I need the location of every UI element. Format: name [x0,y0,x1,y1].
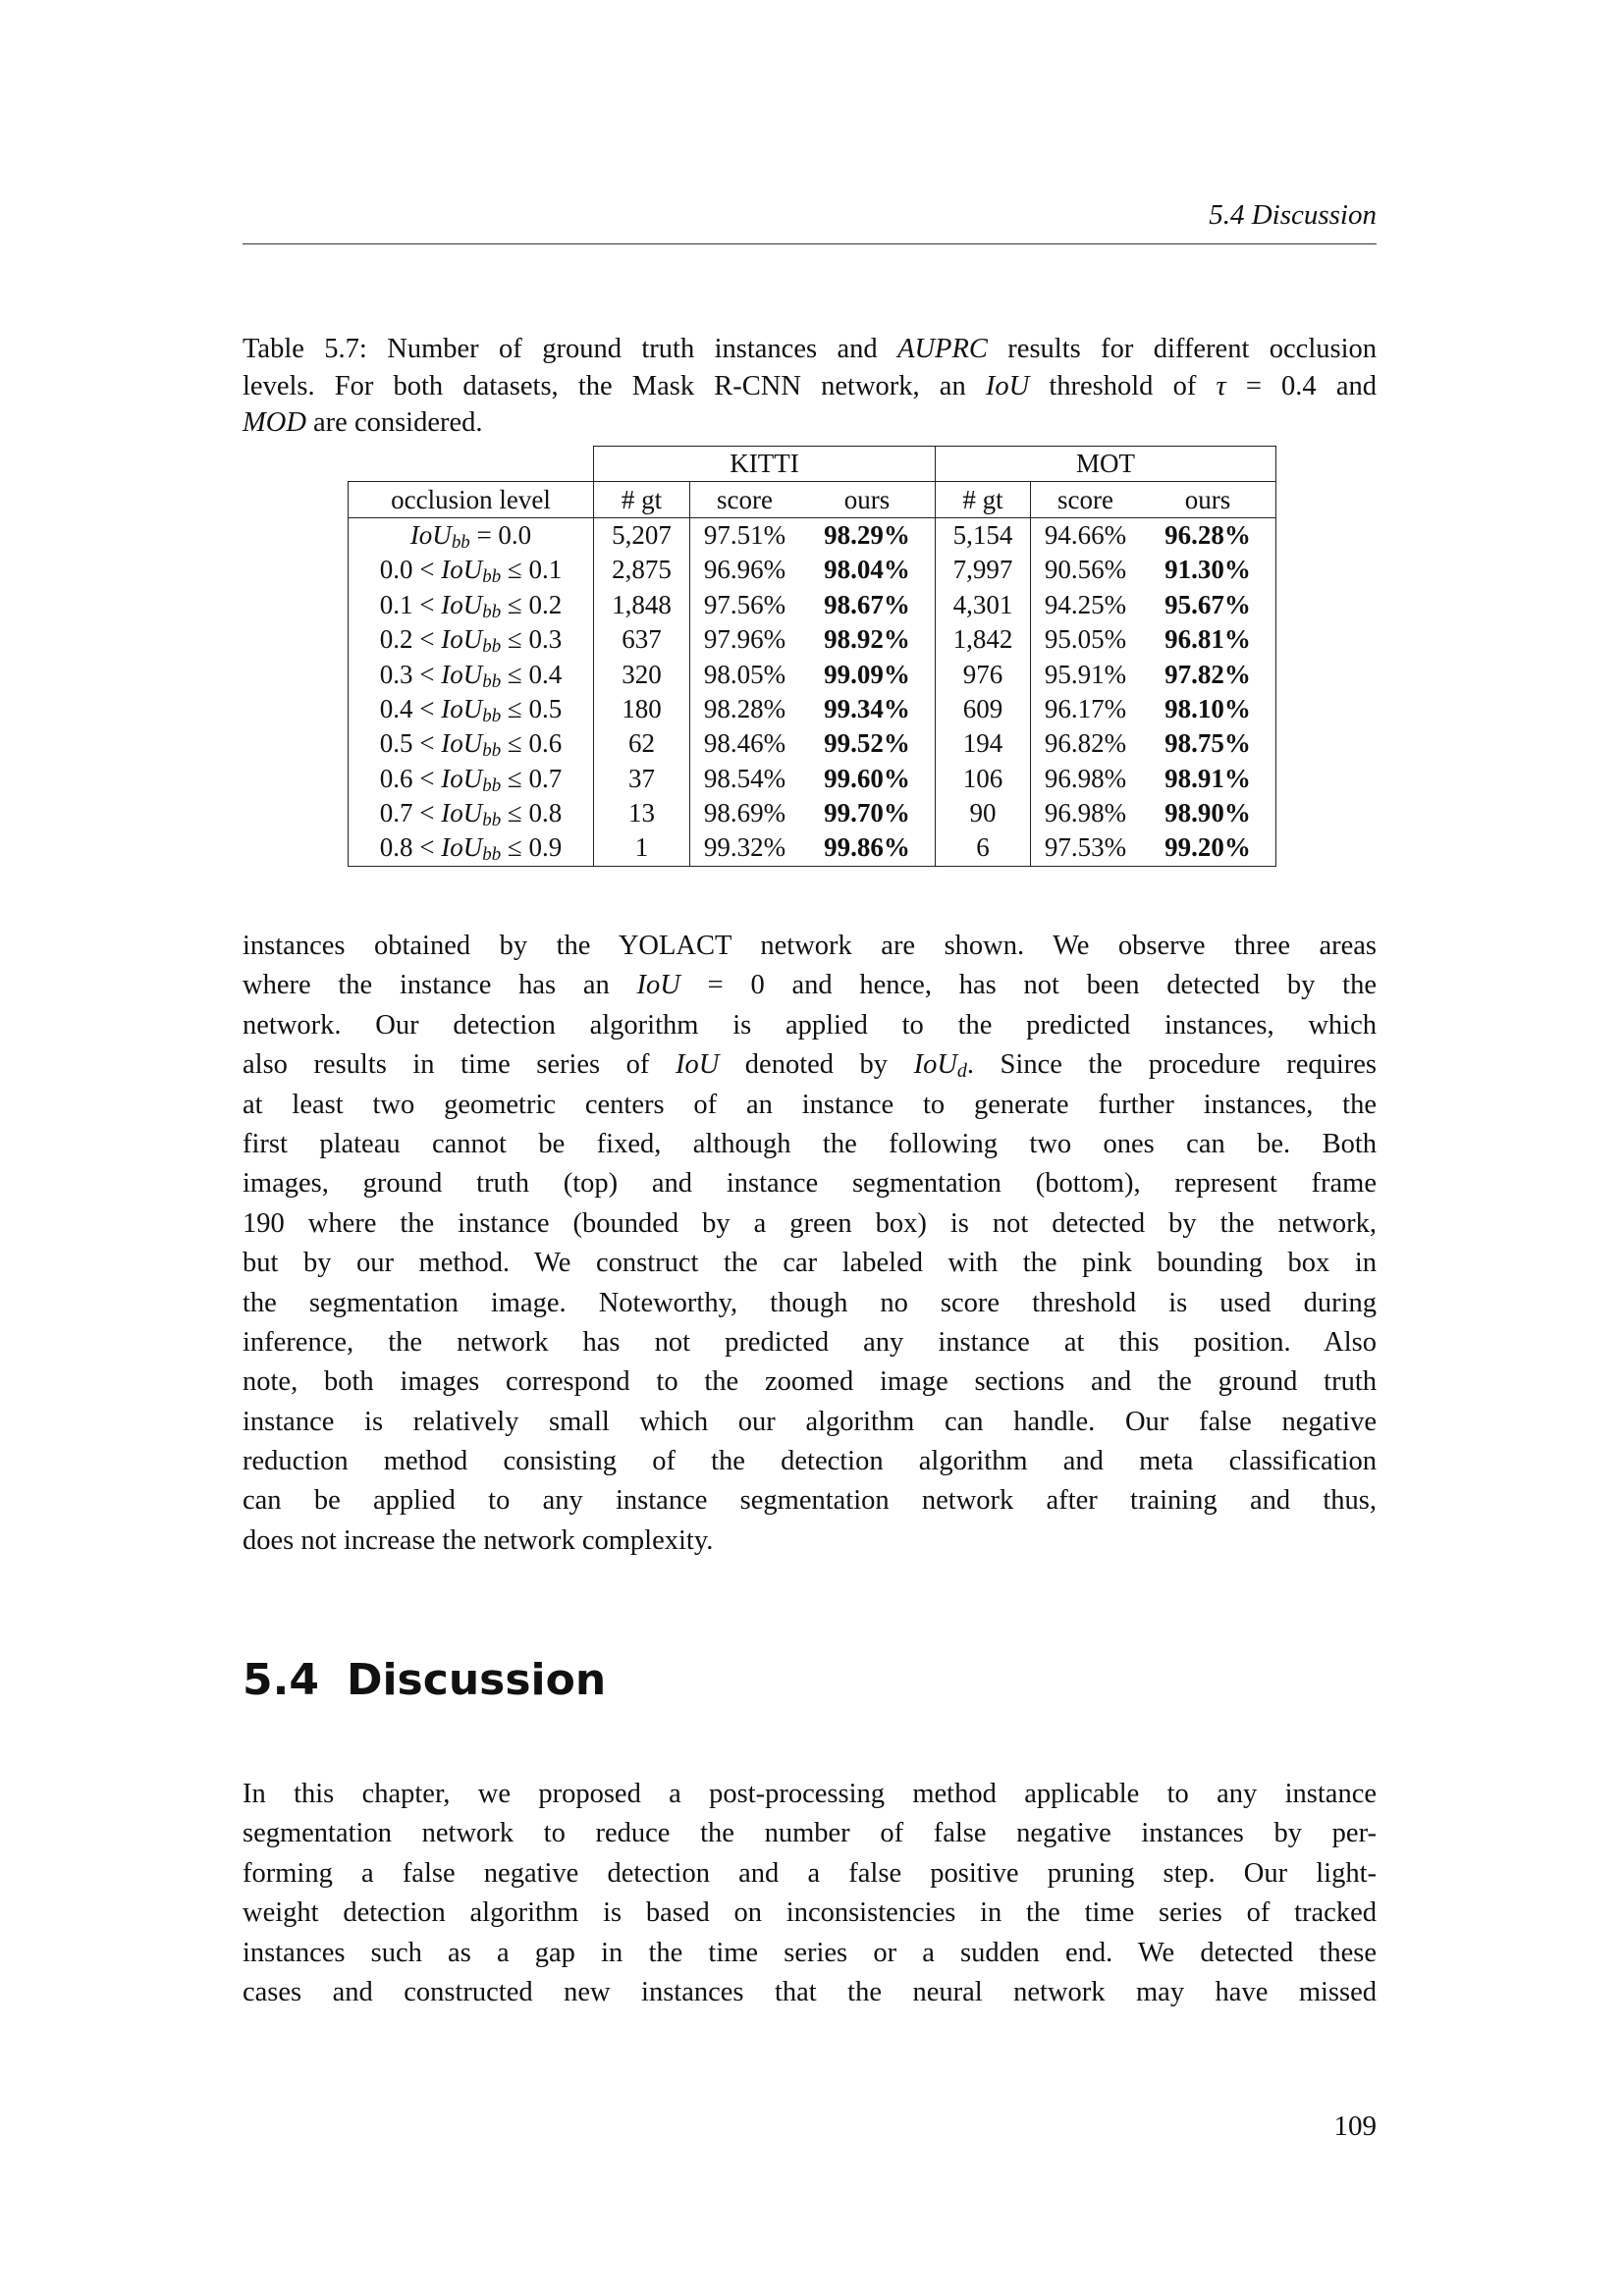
mot-ours-cell: 96.28% [1140,517,1276,553]
text-line [243,1125,1377,1164]
text-line [243,1934,1377,1973]
kitti-score-cell: 98.05% [703,659,786,689]
text-segment: cases and constructed new instances that the neural network may have missed [243,1976,1377,2007]
occlusion-level-cell [349,726,594,761]
text-segment: threshold of [1029,370,1217,401]
mot-score-cell: 94.66% [1044,519,1127,550]
text-segment: inference, the network has not predicted any instance at this position. Also [243,1326,1377,1358]
kitti-ours-cell: 99.70% [799,796,936,830]
mot-gt-cell: 194 [936,726,1031,761]
kitti-ours-cell: 98.67% [799,588,936,622]
body-paragraph-1 [243,927,1377,1561]
text-segment: denoted by [719,1049,914,1081]
text-line [243,368,1377,405]
table-row [349,762,1276,796]
mot-score-cell: 94.25% [1044,589,1127,619]
mot-gt-cell: 7,997 [936,553,1031,587]
level-variable: IoU [441,555,483,585]
level-variable: IoU [441,624,483,655]
text-segment: are considered. [305,407,483,438]
mot-gt-cell: 1,842 [936,622,1031,657]
text-line [243,1086,1377,1125]
level-subscript: bb [482,566,502,588]
level-variable: IoU [441,693,483,723]
level-upper: ≤ 0.3 [501,624,563,655]
page-number: 109 [1333,2110,1377,2142]
occlusion-level-cell [349,796,594,830]
text-segment: instances such as a gap in the time series or a sudden end. We detected these [243,1937,1377,1968]
mot-ours-cell: 98.10% [1140,692,1276,726]
column-header: # gt [936,482,1031,517]
table-caption [243,331,1377,442]
mot-gt-cell: 106 [936,762,1031,796]
text-segment: weight detection algorithm is based on inconsistencies in the time series of tracked [243,1897,1377,1929]
kitti-ours-cell: 99.86% [799,830,936,866]
level-subscript: bb [482,740,502,762]
mot-score-cell: 97.53% [1031,830,1141,866]
level-subscript: bb [482,670,502,692]
table-row [349,517,1276,553]
table-row [349,588,1276,622]
math-symbol: MOD [243,407,306,438]
kitti-score-cell: 98.69% [703,798,786,828]
table-row [349,726,1276,761]
level-lower: 0.0 < [379,555,442,585]
level-upper: ≤ 0.8 [501,798,563,828]
column-header: ours [799,482,936,517]
occlusion-level-cell [349,588,594,622]
group-header-kitti: KITTI [594,447,936,482]
level-upper: = 0.0 [469,519,532,550]
column-header: occlusion level [349,482,594,517]
level-subscript: bb [482,844,502,866]
column-header: ours [1140,482,1276,517]
level-subscript: bb [451,531,470,553]
math-symbol: IoU [913,1049,957,1081]
level-variable: IoU [441,832,483,863]
math-symbol: IoU [636,970,680,1001]
text-segment: instances obtained by the YOLACT network are shown. We observe three areas [243,931,1377,961]
text-segment: In this chapter, we proposed a post-processing method applicable to any instance [243,1779,1377,1809]
occlusion-level-cell [349,622,594,657]
kitti-gt-cell: 13 [594,796,690,830]
level-variable: IoU [441,659,483,689]
text-line [243,1481,1377,1521]
kitti-score-cell: 98.54% [703,763,786,793]
mot-ours-cell: 98.90% [1140,796,1276,830]
kitti-score-cell: 97.96% [703,624,786,655]
occlusion-level-cell [349,657,594,691]
mot-ours-cell: 96.81% [1140,622,1276,657]
column-header: score [1031,482,1141,517]
occlusion-level-cell [349,762,594,796]
text-line [243,1204,1377,1244]
kitti-score-cell: 99.32% [690,830,800,866]
level-variable: IoU [441,798,483,828]
mot-ours-cell: 98.75% [1140,726,1276,761]
text-line [243,1006,1377,1045]
table-row [349,830,1276,866]
header-rule [243,243,1377,244]
text-segment: segmentation network to reduce the number of false negative instances by per- [243,1818,1377,1849]
text-segment: . Since the procedure requires [966,1049,1377,1081]
mot-gt-cell: 4,301 [936,588,1031,622]
occlusion-results-table [348,446,1276,867]
text-segment: note, both images correspond to the zoomed image sections and the ground truth [243,1366,1377,1398]
kitti-gt-cell: 320 [594,657,690,691]
kitti-ours-cell: 99.52% [799,726,936,761]
mot-score-cell: 96.98% [1044,763,1127,793]
kitti-ours-cell: 99.60% [799,762,936,796]
text-segment: first plateau cannot be fixed, although the following two ones can be. Both [243,1128,1377,1159]
level-upper: ≤ 0.2 [501,589,563,619]
level-upper: ≤ 0.6 [501,728,563,759]
text-segment: results for different occlusion [987,334,1378,364]
text-line [243,1894,1377,1933]
mot-score-cell: 95.05% [1044,624,1127,655]
level-upper: ≤ 0.9 [501,832,563,863]
text-line [243,1854,1377,1894]
running-head: 5.4 Discussion [1209,199,1377,231]
kitti-gt-cell: 1,848 [594,588,690,622]
level-upper: ≤ 0.7 [501,763,563,793]
text-segment: levels. For both datasets, the Mask R-CNN network, an [243,370,986,401]
level-subscript: bb [482,636,502,658]
text-segment: = 0 and hence, has not been detected by the [679,970,1377,1001]
text-segment: = 0.4 and [1225,370,1377,401]
group-header-mot: MOT [936,447,1276,482]
text-segment: Table 5.7: Number of ground truth instances and [243,334,898,364]
math-symbol: τ [1216,370,1226,401]
table-row [349,692,1276,726]
kitti-ours-cell: 99.34% [799,692,936,726]
mot-score-cell: 90.56% [1044,555,1127,585]
text-line [243,1775,1377,1814]
level-lower: 0.6 < [379,763,442,793]
text-segment: the segmentation image. Noteworthy, though no score threshold is used during [243,1287,1377,1318]
kitti-gt-cell: 637 [594,622,690,657]
kitti-score-cell: 97.51% [703,519,786,550]
text-line [243,1522,1377,1561]
level-variable: IoU [441,589,483,619]
text-segment: does not increase the network complexity. [243,1524,714,1556]
body-paragraph-2 [243,1775,1377,2012]
mot-ours-cell: 91.30% [1140,553,1276,587]
table-row [349,796,1276,830]
kitti-score-cell: 98.28% [703,693,786,723]
table-group-header-row [349,447,1276,482]
mot-gt-cell: 6 [936,830,1031,866]
table-row [349,622,1276,657]
mot-score-cell: 95.91% [1044,659,1127,689]
text-line [243,927,1377,966]
text-segment: can be applied to any instance segmentation network after training and thus, [243,1485,1377,1517]
mot-gt-cell: 976 [936,657,1031,691]
level-lower: 0.2 < [379,624,442,655]
kitti-score-cell: 97.56% [703,589,786,619]
text-line [243,1164,1377,1203]
text-segment: network. Our detection algorithm is applied to the predicted instances, which [243,1009,1377,1041]
kitti-gt-cell: 5,207 [594,517,690,553]
text-segment: forming a false negative detection and a false positive pruning step. Our light- [243,1857,1377,1889]
level-upper: ≤ 0.4 [501,659,563,689]
math-symbol: AUPRC [897,334,988,364]
section-number: 5.4 [243,1655,319,1705]
math-symbol: IoU [675,1049,720,1081]
text-line [243,1045,1377,1085]
text-line [243,1403,1377,1442]
text-segment: 190 where the instance (bounded by a green box) is not detected by the network, [243,1207,1377,1239]
table-row [349,553,1276,587]
text-line [243,966,1377,1005]
text-line [243,1814,1377,1853]
level-lower: 0.8 < [379,832,442,863]
kitti-gt-cell: 37 [594,762,690,796]
text-line [243,1284,1377,1323]
mot-score-cell: 96.17% [1044,693,1127,723]
level-upper: ≤ 0.5 [501,693,563,723]
text-segment: instance is relatively small which our algorithm can handle. Our false negative [243,1406,1377,1437]
kitti-ours-cell: 98.04% [799,553,936,587]
kitti-gt-cell: 62 [594,726,690,761]
level-lower: 0.4 < [379,693,442,723]
level-lower: 0.1 < [379,589,442,619]
occlusion-level-cell [349,553,594,587]
text-segment: at least two geometric centers of an instance to generate further instances, the [243,1089,1377,1120]
level-subscript: bb [482,810,502,831]
column-header: score [690,482,800,517]
mot-gt-cell: 5,154 [936,517,1031,553]
occlusion-level-cell [349,692,594,726]
level-variable: IoU [441,763,483,793]
column-header: # gt [594,482,690,517]
level-subscript: bb [482,774,502,796]
table-row [349,657,1276,691]
kitti-ours-cell: 98.92% [799,622,936,657]
text-segment: also results in time series of [243,1049,676,1081]
text-line [243,1442,1377,1481]
occlusion-level-cell [349,517,594,553]
mot-score-cell: 96.82% [1044,728,1127,759]
kitti-gt-cell: 180 [594,692,690,726]
mot-gt-cell: 90 [936,796,1031,830]
section-heading [243,1655,606,1705]
text-line [243,1244,1377,1283]
mot-ours-cell: 95.67% [1140,588,1276,622]
text-segment: images, ground truth (top) and instance segmentation (bottom), represent frame [243,1168,1377,1200]
occlusion-level-cell [349,830,594,866]
level-lower: 0.7 < [379,798,442,828]
kitti-gt-cell: 2,875 [594,553,690,587]
level-lower: 0.5 < [379,728,442,759]
text-line [243,1323,1377,1362]
text-line [243,404,1377,442]
section-title: Discussion [346,1655,607,1705]
kitti-score-cell: 98.46% [703,728,786,759]
mot-ours-cell: 97.82% [1140,657,1276,691]
mot-score-cell: 96.98% [1044,798,1127,828]
level-variable: IoU [409,519,452,550]
kitti-score-cell: 96.96% [703,555,786,585]
level-variable: IoU [441,728,483,759]
level-subscript: bb [482,601,502,622]
level-lower: 0.3 < [379,659,442,689]
text-segment: reduction method consisting of the detection algorithm and meta classification [243,1446,1377,1477]
kitti-gt-cell: 1 [594,830,690,866]
math-symbol: IoU [985,370,1030,401]
text-segment: but by our method. We construct the car labeled with the pink bounding box in [243,1248,1377,1279]
math-subscript: d [956,1060,967,1083]
mot-ours-cell: 99.20% [1140,830,1276,866]
mot-gt-cell: 609 [936,692,1031,726]
level-subscript: bb [482,705,502,726]
kitti-ours-cell: 98.29% [799,517,936,553]
text-line [243,1362,1377,1402]
mot-ours-cell: 98.91% [1140,762,1276,796]
text-segment: where the instance has an [243,970,637,1001]
text-line [243,1973,1377,2012]
table-column-header-row [349,482,1276,517]
text-line [243,331,1377,368]
kitti-ours-cell: 99.09% [799,657,936,691]
level-upper: ≤ 0.1 [501,555,563,585]
